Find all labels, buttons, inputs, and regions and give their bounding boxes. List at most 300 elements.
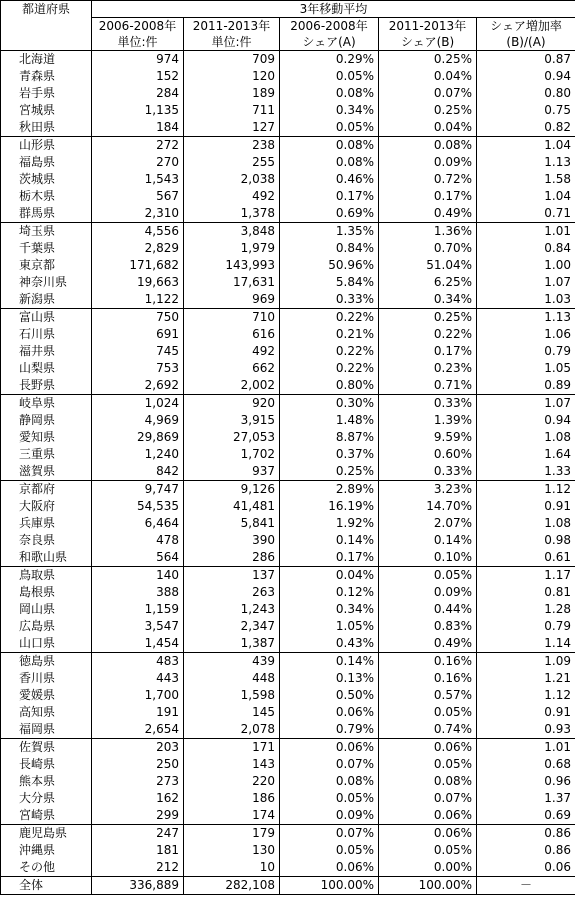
- share-a: 0.09%: [280, 807, 379, 825]
- count-2006-2008: 19,663: [92, 274, 184, 291]
- share-a: 0.46%: [280, 171, 379, 188]
- count-2006-2008: 171,682: [92, 257, 184, 274]
- prefecture-name: 京都府: [1, 481, 92, 499]
- count-2011-2013: 17,631: [184, 274, 280, 291]
- count-2011-2013: 1,702: [184, 446, 280, 463]
- table-row: [1, 739, 575, 757]
- share-a: 0.33%: [280, 291, 379, 309]
- col3-unit-header: シェア(A): [280, 34, 379, 51]
- moving-average-header: 3年移動平均: [92, 1, 575, 18]
- count-2011-2013: 3,915: [184, 412, 280, 429]
- share-b: 0.06%: [379, 807, 477, 825]
- share-a: 0.07%: [280, 756, 379, 773]
- table-row: [1, 877, 575, 895]
- table-row: [1, 274, 575, 291]
- count-2006-2008: 443: [92, 670, 184, 687]
- count-2006-2008: 152: [92, 68, 184, 85]
- share-a: 0.05%: [280, 68, 379, 85]
- count-2006-2008: 247: [92, 825, 184, 843]
- count-2006-2008: 564: [92, 549, 184, 567]
- share-b: 0.34%: [379, 291, 477, 309]
- prefecture-name: 山口県: [1, 635, 92, 653]
- share-b: 0.09%: [379, 584, 477, 601]
- share-b: 0.16%: [379, 653, 477, 671]
- count-2006-2008: 974: [92, 51, 184, 69]
- table-row: [1, 429, 575, 446]
- table-row: [1, 102, 575, 119]
- count-2011-2013: 920: [184, 395, 280, 413]
- count-2006-2008: 842: [92, 463, 184, 481]
- share-b: 9.59%: [379, 429, 477, 446]
- table-row: [1, 584, 575, 601]
- share-growth-ratio: 0.61: [477, 549, 575, 567]
- share-a: 0.07%: [280, 825, 379, 843]
- table-row: [1, 291, 575, 309]
- count-2006-2008: 2,692: [92, 377, 184, 395]
- count-2011-2013: 3,848: [184, 223, 280, 241]
- prefecture-name: 富山県: [1, 309, 92, 327]
- share-a: 16.19%: [280, 498, 379, 515]
- count-2006-2008: 6,464: [92, 515, 184, 532]
- count-2006-2008: 3,547: [92, 618, 184, 635]
- table-row: [1, 309, 575, 327]
- count-2011-2013: 1,598: [184, 687, 280, 704]
- table-row: [1, 119, 575, 137]
- share-b: 0.16%: [379, 670, 477, 687]
- count-2011-2013: 439: [184, 653, 280, 671]
- table-row: [1, 567, 575, 585]
- table-row: [1, 188, 575, 205]
- table-row: [1, 635, 575, 653]
- share-a: 0.17%: [280, 549, 379, 567]
- share-b: 0.14%: [379, 532, 477, 549]
- count-2011-2013: 492: [184, 343, 280, 360]
- count-2011-2013: 120: [184, 68, 280, 85]
- share-a: 0.30%: [280, 395, 379, 413]
- count-2011-2013: 492: [184, 188, 280, 205]
- share-b: 51.04%: [379, 257, 477, 274]
- count-2006-2008: 181: [92, 842, 184, 859]
- col4-unit-header: シェア(B): [379, 34, 477, 51]
- prefecture-name: 兵庫県: [1, 515, 92, 532]
- table-row: [1, 154, 575, 171]
- share-a: 0.06%: [280, 859, 379, 877]
- table-row: [1, 205, 575, 223]
- count-2011-2013: 9,126: [184, 481, 280, 499]
- count-2006-2008: 4,969: [92, 412, 184, 429]
- share-growth-ratio: 0.80: [477, 85, 575, 102]
- count-2011-2013: 189: [184, 85, 280, 102]
- share-a: 0.14%: [280, 532, 379, 549]
- count-2006-2008: 1,135: [92, 102, 184, 119]
- share-growth-ratio: 1.08: [477, 429, 575, 446]
- count-2011-2013: 390: [184, 532, 280, 549]
- count-2011-2013: 1,243: [184, 601, 280, 618]
- table-row: [1, 670, 575, 687]
- count-2006-2008: 250: [92, 756, 184, 773]
- share-growth-ratio: 1.01: [477, 739, 575, 757]
- share-a: 0.34%: [280, 601, 379, 618]
- prefecture-name: 栃木県: [1, 188, 92, 205]
- share-growth-ratio: 0.89: [477, 377, 575, 395]
- share-growth-ratio: 1.06: [477, 326, 575, 343]
- share-b: 100.00%: [379, 877, 477, 895]
- share-b: 0.10%: [379, 549, 477, 567]
- count-2006-2008: 478: [92, 532, 184, 549]
- table-row: [1, 498, 575, 515]
- share-growth-ratio: 1.12: [477, 481, 575, 499]
- table-body: [1, 51, 575, 895]
- prefecture-name: 北海道: [1, 51, 92, 69]
- share-growth-ratio: 0.94: [477, 412, 575, 429]
- share-growth-ratio: 1.14: [477, 635, 575, 653]
- table-row: [1, 481, 575, 499]
- share-growth-ratio: 1.04: [477, 188, 575, 205]
- table-row: [1, 549, 575, 567]
- share-growth-ratio: 1.09: [477, 653, 575, 671]
- share-b: 0.05%: [379, 842, 477, 859]
- table-row: [1, 446, 575, 463]
- share-b: 0.23%: [379, 360, 477, 377]
- prefecture-name: 佐賀県: [1, 739, 92, 757]
- col1-period-header: 2006-2008年: [92, 18, 184, 35]
- count-2011-2013: 2,078: [184, 721, 280, 739]
- count-2006-2008: 272: [92, 137, 184, 155]
- table-row: [1, 825, 575, 843]
- share-b: 0.08%: [379, 137, 477, 155]
- count-2006-2008: 140: [92, 567, 184, 585]
- count-2011-2013: 969: [184, 291, 280, 309]
- share-a: 0.22%: [280, 360, 379, 377]
- share-growth-ratio: 0.71: [477, 205, 575, 223]
- count-2006-2008: 745: [92, 343, 184, 360]
- share-b: 0.57%: [379, 687, 477, 704]
- count-2006-2008: 203: [92, 739, 184, 757]
- prefecture-name: 埼玉県: [1, 223, 92, 241]
- count-2006-2008: 691: [92, 326, 184, 343]
- count-2011-2013: 662: [184, 360, 280, 377]
- count-2006-2008: 212: [92, 859, 184, 877]
- share-a: 0.05%: [280, 119, 379, 137]
- share-b: 3.23%: [379, 481, 477, 499]
- table-row: [1, 807, 575, 825]
- share-a: 0.06%: [280, 704, 379, 721]
- count-2006-2008: 54,535: [92, 498, 184, 515]
- count-2006-2008: 273: [92, 773, 184, 790]
- count-2011-2013: 186: [184, 790, 280, 807]
- share-b: 0.09%: [379, 154, 477, 171]
- count-2006-2008: 750: [92, 309, 184, 327]
- share-growth-ratio: 0.68: [477, 756, 575, 773]
- prefecture-name: 広島県: [1, 618, 92, 635]
- share-a: 0.84%: [280, 240, 379, 257]
- count-2011-2013: 711: [184, 102, 280, 119]
- col2-unit-header: 単位:件: [184, 34, 280, 51]
- share-a: 0.08%: [280, 85, 379, 102]
- share-b: 0.33%: [379, 395, 477, 413]
- table-row: [1, 463, 575, 481]
- col5-unit-header: (B)/(A): [477, 34, 575, 51]
- count-2011-2013: 137: [184, 567, 280, 585]
- share-growth-ratio: 0.86: [477, 842, 575, 859]
- table-row: [1, 618, 575, 635]
- share-growth-ratio: 1.04: [477, 137, 575, 155]
- table-row: [1, 171, 575, 188]
- share-growth-ratio: 1.37: [477, 790, 575, 807]
- prefecture-name: 山形県: [1, 137, 92, 155]
- share-b: 0.25%: [379, 102, 477, 119]
- table-row: [1, 515, 575, 532]
- col1-unit-header: 単位:件: [92, 34, 184, 51]
- share-growth-ratio: 1.12: [477, 687, 575, 704]
- table-row: [1, 721, 575, 739]
- prefecture-name: 神奈川県: [1, 274, 92, 291]
- share-a: 0.29%: [280, 51, 379, 69]
- prefecture-name: 愛知県: [1, 429, 92, 446]
- share-growth-ratio: 1.03: [477, 291, 575, 309]
- prefecture-name: 福井県: [1, 343, 92, 360]
- prefecture-name: 鹿児島県: [1, 825, 92, 843]
- prefecture-name: 茨城県: [1, 171, 92, 188]
- table-row: [1, 85, 575, 102]
- table-row: [1, 687, 575, 704]
- count-2006-2008: 483: [92, 653, 184, 671]
- share-b: 1.39%: [379, 412, 477, 429]
- share-growth-ratio: 0.06: [477, 859, 575, 877]
- share-b: 0.06%: [379, 825, 477, 843]
- share-a: 1.05%: [280, 618, 379, 635]
- share-growth-ratio: 1.00: [477, 257, 575, 274]
- share-growth-ratio: 1.05: [477, 360, 575, 377]
- share-a: 8.87%: [280, 429, 379, 446]
- col5-title-header: シェア増加率: [477, 18, 575, 35]
- count-2006-2008: 9,747: [92, 481, 184, 499]
- prefecture-name: 熊本県: [1, 773, 92, 790]
- count-2011-2013: 145: [184, 704, 280, 721]
- share-a: 0.37%: [280, 446, 379, 463]
- share-a: 0.80%: [280, 377, 379, 395]
- share-growth-ratio: 0.81: [477, 584, 575, 601]
- count-2011-2013: 143,993: [184, 257, 280, 274]
- share-b: 0.49%: [379, 635, 477, 653]
- col2-period-header: 2011-2013年: [184, 18, 280, 35]
- count-2011-2013: 937: [184, 463, 280, 481]
- count-2006-2008: 2,829: [92, 240, 184, 257]
- count-2006-2008: 1,024: [92, 395, 184, 413]
- count-2006-2008: 388: [92, 584, 184, 601]
- prefecture-name: 千葉県: [1, 240, 92, 257]
- share-growth-ratio: 1.13: [477, 309, 575, 327]
- prefecture-name: 静岡県: [1, 412, 92, 429]
- share-growth-ratio: －: [477, 877, 575, 895]
- prefecture-name: 福島県: [1, 154, 92, 171]
- count-2006-2008: 4,556: [92, 223, 184, 241]
- share-b: 0.49%: [379, 205, 477, 223]
- share-a: 0.08%: [280, 773, 379, 790]
- share-growth-ratio: 0.84: [477, 240, 575, 257]
- share-a: 0.34%: [280, 102, 379, 119]
- prefecture-name: その他: [1, 859, 92, 877]
- count-2011-2013: 41,481: [184, 498, 280, 515]
- table-row: [1, 257, 575, 274]
- prefecture-name: 沖縄県: [1, 842, 92, 859]
- table-row: [1, 68, 575, 85]
- prefecture-name: 長崎県: [1, 756, 92, 773]
- prefecture-name: 石川県: [1, 326, 92, 343]
- share-growth-ratio: 1.01: [477, 223, 575, 241]
- share-growth-ratio: 1.17: [477, 567, 575, 585]
- count-2011-2013: 709: [184, 51, 280, 69]
- share-a: 0.06%: [280, 739, 379, 757]
- share-b: 6.25%: [379, 274, 477, 291]
- prefecture-name: 秋田県: [1, 119, 92, 137]
- count-2011-2013: 143: [184, 756, 280, 773]
- share-growth-ratio: 1.28: [477, 601, 575, 618]
- count-2006-2008: 191: [92, 704, 184, 721]
- prefecture-name: 鳥取県: [1, 567, 92, 585]
- share-growth-ratio: 0.91: [477, 498, 575, 515]
- count-2011-2013: 238: [184, 137, 280, 155]
- share-growth-ratio: 1.08: [477, 515, 575, 532]
- share-growth-ratio: 0.98: [477, 532, 575, 549]
- share-b: 0.83%: [379, 618, 477, 635]
- count-2006-2008: 2,310: [92, 205, 184, 223]
- count-2011-2013: 27,053: [184, 429, 280, 446]
- count-2006-2008: 336,889: [92, 877, 184, 895]
- share-a: 100.00%: [280, 877, 379, 895]
- share-b: 0.05%: [379, 756, 477, 773]
- table-header: [1, 1, 575, 51]
- table-row: [1, 137, 575, 155]
- prefecture-name: 新潟県: [1, 291, 92, 309]
- prefecture-name: 群馬県: [1, 205, 92, 223]
- share-growth-ratio: 0.75: [477, 102, 575, 119]
- share-growth-ratio: 1.33: [477, 463, 575, 481]
- share-growth-ratio: 0.94: [477, 68, 575, 85]
- share-b: 14.70%: [379, 498, 477, 515]
- prefecture-name: 全体: [1, 877, 92, 895]
- count-2006-2008: 270: [92, 154, 184, 171]
- share-b: 1.36%: [379, 223, 477, 241]
- share-a: 2.89%: [280, 481, 379, 499]
- prefecture-name: 岐阜県: [1, 395, 92, 413]
- share-b: 0.07%: [379, 85, 477, 102]
- share-b: 0.00%: [379, 859, 477, 877]
- count-2011-2013: 616: [184, 326, 280, 343]
- share-a: 0.14%: [280, 653, 379, 671]
- prefecture-name: 宮崎県: [1, 807, 92, 825]
- prefecture-name: 福岡県: [1, 721, 92, 739]
- share-b: 0.72%: [379, 171, 477, 188]
- table-row: [1, 532, 575, 549]
- count-2011-2013: 448: [184, 670, 280, 687]
- table-row: [1, 756, 575, 773]
- table-row: [1, 395, 575, 413]
- count-2006-2008: 567: [92, 188, 184, 205]
- table-row: [1, 343, 575, 360]
- count-2011-2013: 2,347: [184, 618, 280, 635]
- count-2006-2008: 2,654: [92, 721, 184, 739]
- share-b: 0.74%: [379, 721, 477, 739]
- share-growth-ratio: 0.96: [477, 773, 575, 790]
- share-a: 0.08%: [280, 154, 379, 171]
- count-2011-2013: 1,979: [184, 240, 280, 257]
- share-a: 0.04%: [280, 567, 379, 585]
- share-growth-ratio: 1.21: [477, 670, 575, 687]
- share-a: 0.50%: [280, 687, 379, 704]
- prefecture-name: 大分県: [1, 790, 92, 807]
- table-row: [1, 223, 575, 241]
- prefecture-name: 島根県: [1, 584, 92, 601]
- share-growth-ratio: 0.69: [477, 807, 575, 825]
- count-2006-2008: 162: [92, 790, 184, 807]
- share-growth-ratio: 1.58: [477, 171, 575, 188]
- share-growth-ratio: 0.79: [477, 618, 575, 635]
- prefecture-name: 長野県: [1, 377, 92, 395]
- share-growth-ratio: 1.07: [477, 274, 575, 291]
- count-2006-2008: 299: [92, 807, 184, 825]
- table-row: [1, 842, 575, 859]
- count-2006-2008: 284: [92, 85, 184, 102]
- share-a: 0.43%: [280, 635, 379, 653]
- share-growth-ratio: 0.87: [477, 51, 575, 69]
- share-b: 0.22%: [379, 326, 477, 343]
- share-growth-ratio: 0.82: [477, 119, 575, 137]
- prefecture-name: 宮城県: [1, 102, 92, 119]
- count-2006-2008: 1,240: [92, 446, 184, 463]
- count-2011-2013: 263: [184, 584, 280, 601]
- prefecture-name: 岩手県: [1, 85, 92, 102]
- count-2011-2013: 127: [184, 119, 280, 137]
- count-2011-2013: 10: [184, 859, 280, 877]
- share-growth-ratio: 0.93: [477, 721, 575, 739]
- share-a: 0.13%: [280, 670, 379, 687]
- table-row: [1, 790, 575, 807]
- count-2011-2013: 710: [184, 309, 280, 327]
- share-a: 0.17%: [280, 188, 379, 205]
- prefecture-name: 青森県: [1, 68, 92, 85]
- count-2011-2013: 5,841: [184, 515, 280, 532]
- count-2011-2013: 179: [184, 825, 280, 843]
- prefecture-name: 徳島県: [1, 653, 92, 671]
- share-growth-ratio: 1.07: [477, 395, 575, 413]
- col4-period-header: 2011-2013年: [379, 18, 477, 35]
- table-row: [1, 412, 575, 429]
- share-b: 0.06%: [379, 739, 477, 757]
- share-growth-ratio: 0.79: [477, 343, 575, 360]
- share-a: 0.22%: [280, 309, 379, 327]
- prefecture-name: 東京都: [1, 257, 92, 274]
- prefecture-name: 高知県: [1, 704, 92, 721]
- count-2011-2013: 174: [184, 807, 280, 825]
- share-a: 0.21%: [280, 326, 379, 343]
- share-a: 1.48%: [280, 412, 379, 429]
- prefecture-name: 大阪府: [1, 498, 92, 515]
- share-b: 0.17%: [379, 343, 477, 360]
- count-2011-2013: 2,038: [184, 171, 280, 188]
- share-b: 0.08%: [379, 773, 477, 790]
- table-row: [1, 51, 575, 69]
- prefecture-name: 山梨県: [1, 360, 92, 377]
- share-a: 0.22%: [280, 343, 379, 360]
- table-row: [1, 601, 575, 618]
- table-row: [1, 653, 575, 671]
- share-b: 0.44%: [379, 601, 477, 618]
- share-a: 0.05%: [280, 790, 379, 807]
- share-b: 0.05%: [379, 567, 477, 585]
- count-2006-2008: 1,122: [92, 291, 184, 309]
- share-growth-ratio: 0.91: [477, 704, 575, 721]
